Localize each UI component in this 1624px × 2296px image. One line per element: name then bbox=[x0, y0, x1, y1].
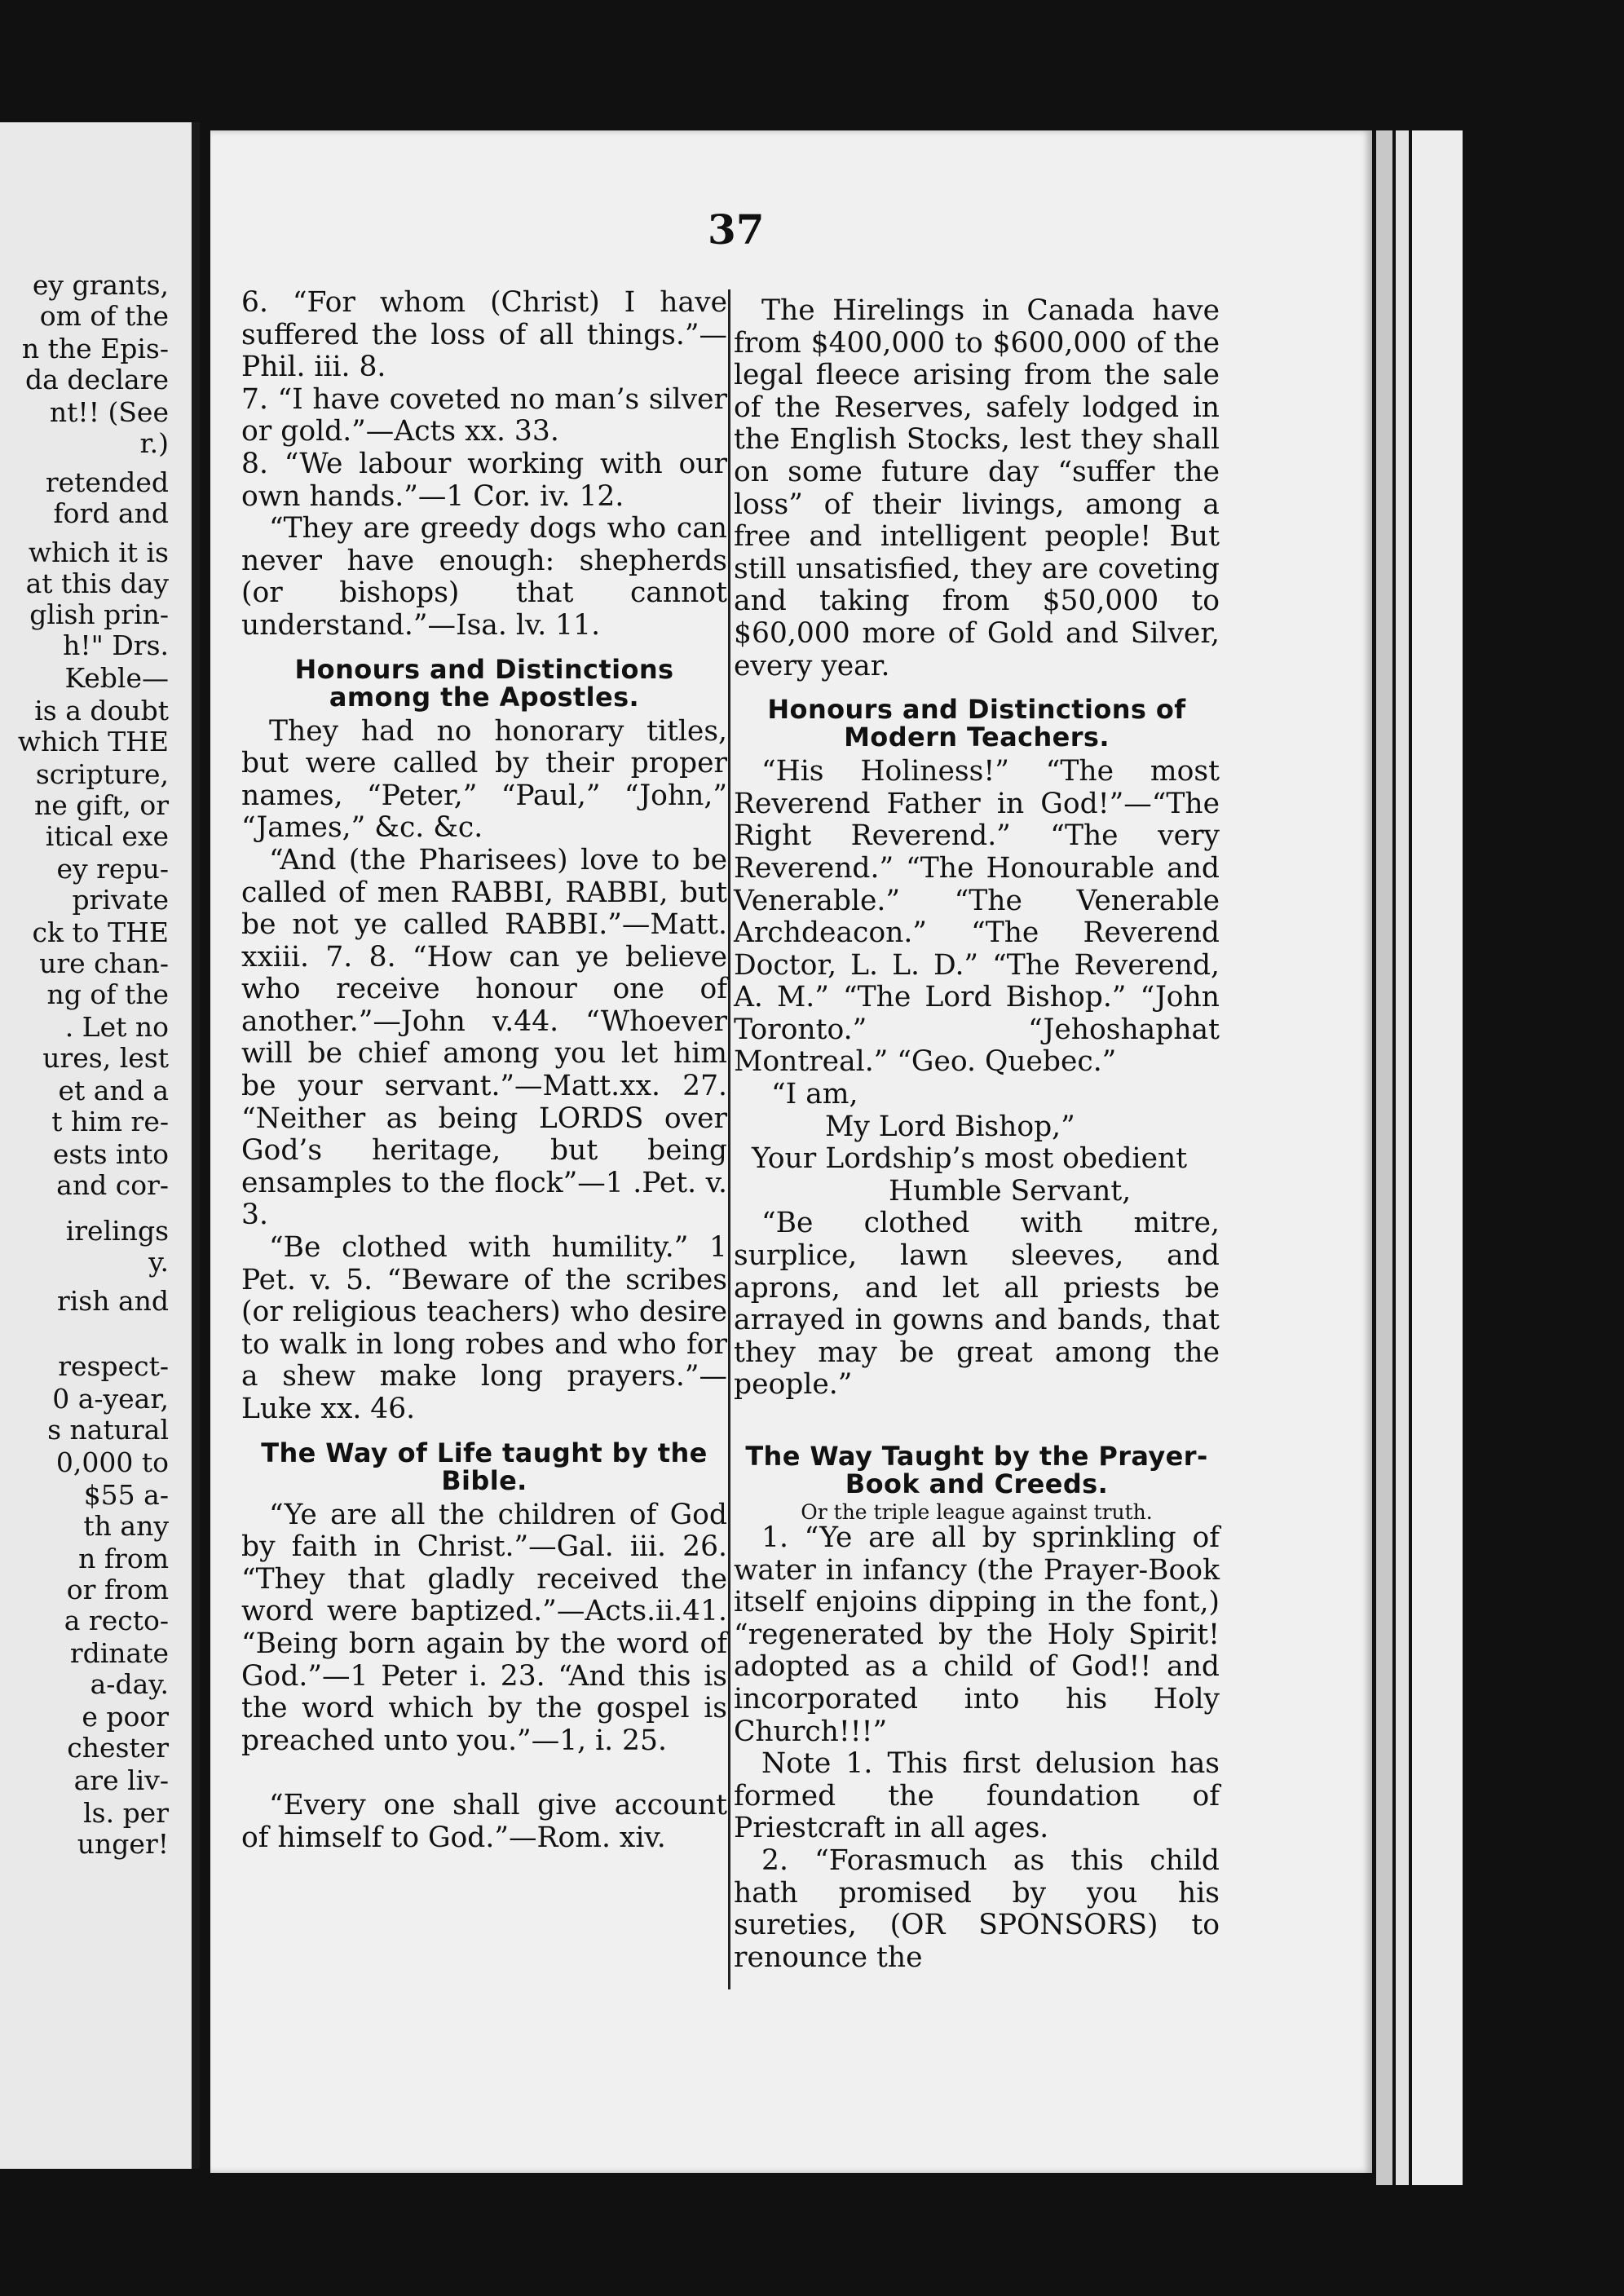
left-page-line: glish prin- bbox=[29, 598, 169, 630]
letter-closing: “I am, bbox=[771, 1078, 858, 1111]
letter-closing: My Lord Bishop,” bbox=[825, 1110, 1075, 1143]
left-page-line: chester bbox=[67, 1732, 169, 1764]
paragraph: “Every one shall give account of himself to God.”—Rom. xiv. bbox=[241, 1789, 727, 1854]
page-number: 37 bbox=[708, 205, 765, 254]
left-page-line: a-day. bbox=[90, 1668, 169, 1700]
paragraph: 6. “For whom (Christ) I have suffered the loss of all things.”—Phil. iii. 8. bbox=[241, 286, 727, 384]
left-page-line: which it is bbox=[28, 536, 169, 568]
left-page-line: $55 a- bbox=[83, 1479, 169, 1511]
left-page-line: t him re- bbox=[51, 1106, 169, 1137]
left-page-line: da declare bbox=[25, 364, 169, 395]
left-page-line: or from bbox=[66, 1574, 169, 1605]
left-page-line: rish and bbox=[56, 1285, 169, 1317]
left-page-line: ford and bbox=[53, 497, 169, 529]
left-page-line: n from bbox=[78, 1543, 169, 1574]
paragraph: 8. “We labour working with our own hands.”—1 Cor. iv. 12. bbox=[241, 447, 727, 513]
left-page-line: r.) bbox=[139, 427, 169, 459]
left-page-line: h!" Drs. bbox=[63, 629, 169, 661]
left-page-line: ure chan- bbox=[39, 947, 169, 979]
section-heading: The Way Taught by the Prayer-Book and Creeds. bbox=[745, 1441, 1208, 1499]
page-edge bbox=[1376, 130, 1392, 2185]
left-column bbox=[241, 287, 727, 1855]
paragraph: 7. “I have coveted no man’s silver or gold.”—Acts xx. 33. bbox=[241, 382, 727, 448]
paragraph: “They are greedy dogs who can never have enough: shepherds (or bishops) that cannot understand.”—Isa. lv. 11. bbox=[241, 512, 727, 642]
left-page-line: ures, lest bbox=[42, 1042, 169, 1074]
paragraph: “Be clothed with mitre, surplice, lawn sleeves, and aprons, and let all priests be arrayed in gowns and bands, that they may be great among the people.” bbox=[734, 1207, 1220, 1402]
left-page-line: and cor- bbox=[56, 1169, 169, 1201]
left-page-line: scripture, bbox=[35, 758, 169, 790]
left-page-line: ey grants, bbox=[32, 269, 169, 301]
subheading: Or the triple league against truth. bbox=[801, 1500, 1153, 1524]
left-page-line: e poor bbox=[82, 1701, 169, 1733]
left-page-line: . Let no bbox=[64, 1011, 169, 1043]
left-page-line: n the Epis- bbox=[21, 333, 169, 364]
left-page-line: private bbox=[72, 884, 169, 916]
left-page-line: 0,000 to bbox=[55, 1446, 169, 1478]
left-page-line: retended bbox=[45, 466, 169, 498]
left-page-fragment bbox=[0, 122, 200, 2169]
page-edge bbox=[1396, 130, 1409, 2185]
left-page-line: respect- bbox=[58, 1350, 169, 1382]
left-page-line: th any bbox=[83, 1510, 169, 1542]
left-page-line: Keble— bbox=[64, 662, 169, 694]
left-page-line: at this day bbox=[25, 567, 169, 599]
column-divider bbox=[728, 289, 730, 1989]
paragraph: 2. “Forasmuch as this child hath promised by you his sureties, (OR SPONSORS) to renounce the bbox=[734, 1843, 1220, 1974]
left-page-line: om of the bbox=[39, 300, 169, 332]
section-heading: The Way of Life taught by the Bible. bbox=[261, 1437, 708, 1496]
left-page-line: s natural bbox=[47, 1414, 169, 1446]
left-page-line: irelings bbox=[65, 1215, 169, 1247]
left-page-line: unger! bbox=[77, 1828, 169, 1860]
paragraph: 1. “Ye are all by sprinkling of water in infancy (the Prayer-Book itself enjoins dipping in the font,) “regenerated by the Holy Spirit! adopted as a child of God!! and incorporated into his Holy Church!!!” bbox=[734, 1521, 1220, 1748]
left-page-line: et and a bbox=[58, 1075, 169, 1106]
left-page-line: ey repu- bbox=[56, 853, 169, 885]
letter-closing: Your Lordship’s most obedient bbox=[752, 1142, 1188, 1176]
paragraph: “Be clothed with humility.” 1 Pet. v. 5. “Beware of the scribes (or religious teachers) who desire to walk in long robes and who for a shew make long prayers.”—Luke xx. 46. bbox=[241, 1231, 727, 1425]
left-page-line: a recto- bbox=[64, 1605, 169, 1636]
section-heading: Honours and Distinctions of Modern Teachers. bbox=[767, 694, 1186, 753]
letter-closing: Humble Servant, bbox=[889, 1174, 1132, 1208]
left-page-line: ng of the bbox=[46, 978, 169, 1010]
left-page-line: itical exe bbox=[45, 820, 169, 852]
left-page-line: ls. per bbox=[83, 1797, 169, 1829]
paragraph: “And (the Pharisees) love to be called of men RABBI, RABBI, but be not ye called RABBI.”—Matt. xxiii. 7. 8. “How can ye believe who receive honour one of another.”—John v.44. “Whoever will be chief among you let him be your servant.”—Matt.xx. 27. “Neither as being LORDS over God’s heritage, but being ensamples to the flock”—1 .Pet. v. 3. bbox=[241, 843, 727, 1232]
paragraph: “His Holiness!” “The most Reverend Father in God!”—“The Right Reverend.” “The very Reverend.” “The Honourable and Venerable.” “The Venerable Archdeacon.” “The Reverend Doctor, L. L. D.” “The Reverend, A. M.” “The Lord Bishop.” “John Toronto.” “Jehoshaphat Montreal.” “Geo. Quebec.” bbox=[734, 755, 1220, 1079]
left-page-line: ne gift, or bbox=[33, 789, 169, 821]
section-heading: Honours and Distinctions among the Apostles. bbox=[294, 653, 674, 713]
left-page-line: rdinate bbox=[69, 1637, 169, 1669]
left-page-line: which THE bbox=[17, 726, 169, 757]
paragraph: “Ye are all the children of God by faith in Christ.”—Gal. iii. 26. “They that gladly received the word were baptized.”—Acts.ii.41. “Being born again by the word of God.”—1 Peter i. 23. “And this is the word which by the gospel is preached unto you.”—1, i. 25. bbox=[241, 1498, 727, 1757]
paragraph: The Hirelings in Canada have from $400,000 to $600,000 of the legal fleece arising from the sale of the Reserves, safely lodged in the English Stocks, lest they shall on some future day “suffer the loss” of their livings, among a free and intelligent people! But still unsatisfied, they are coveting and taking from $50,000 to $60,000 more of Gold and Silver, every year. bbox=[734, 294, 1220, 682]
right-column bbox=[734, 295, 1220, 1974]
left-page-line: is a doubt bbox=[34, 695, 169, 726]
page-edge bbox=[1412, 130, 1463, 2185]
left-page-line: nt!! (See bbox=[49, 396, 169, 428]
left-page-line: ests into bbox=[52, 1138, 169, 1170]
left-page-line: y. bbox=[148, 1246, 169, 1278]
left-page-line: 0 a-year, bbox=[52, 1383, 169, 1415]
paragraph: Note 1. This first delusion has formed the foundation of Priestcraft in all ages. bbox=[734, 1747, 1220, 1845]
paragraph: They had no honorary titles, but were called by their proper names, “Peter,” “Paul,” “John,” “James,” &c. &c. bbox=[241, 714, 727, 845]
left-page-line: ck to THE bbox=[32, 916, 169, 948]
left-page-line: are liv- bbox=[73, 1764, 169, 1796]
